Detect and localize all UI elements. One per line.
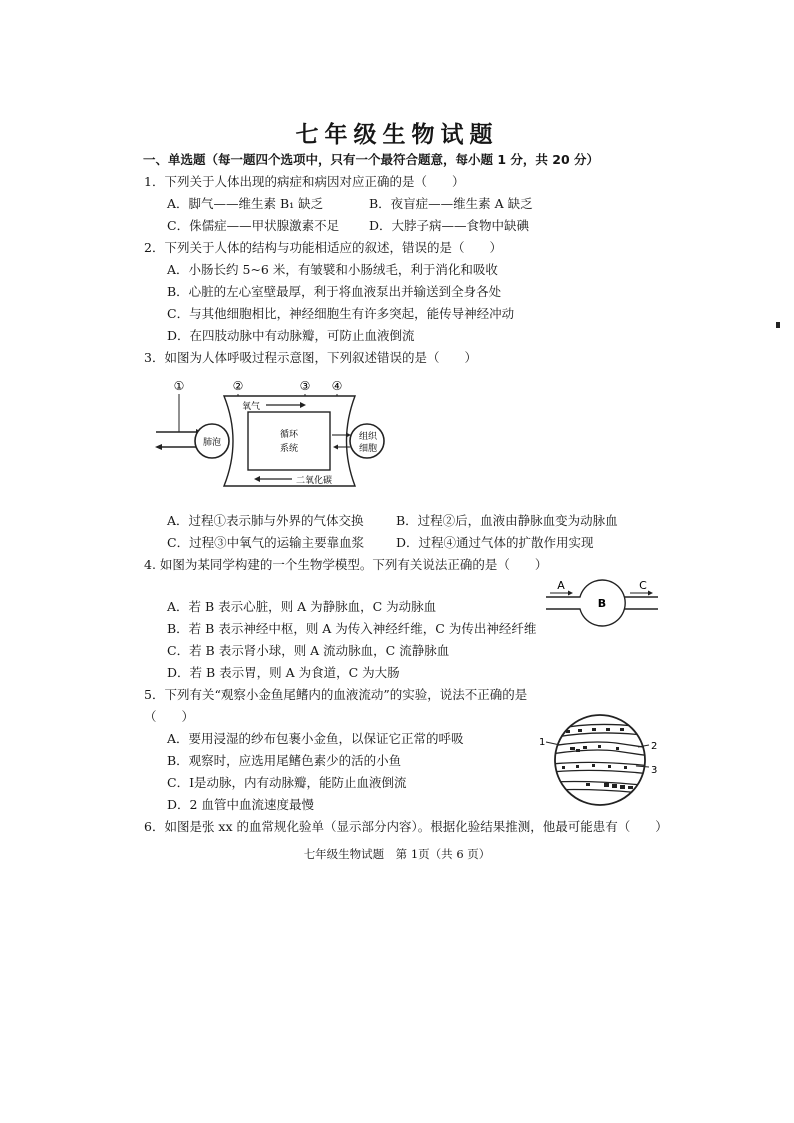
tissue-label-2: 细胞 [358,444,378,454]
model-label-b: B [597,597,607,610]
page-title: 七年级生物试题 [295,122,499,148]
vessel-label-3: 3 [651,765,658,776]
respiration-diagram [150,375,400,500]
q2-option-c: C．与其他细胞相比，神经细胞生有许多突起，能传导神经冲动 [167,306,515,321]
tissue-label-1: 组织 [358,432,378,442]
co2-label: 二氧化碳 [296,476,333,486]
circulation-label-2: 系统 [279,444,299,454]
marker-3: ③ [299,379,311,393]
q1-option-a: A．脚气——维生素 B₁ 缺乏 [167,196,324,211]
model-label-a: A [557,579,565,592]
q6-stem: 6．如图是张 xx 的血常规化验单（显示部分内容）。根据化验结果推测，他最可能患有（ ） [144,819,668,834]
q3-option-b: B．过程②后，血液由静脉血变为动脉血 [396,513,618,528]
oxygen-label: 氧气 [242,402,261,412]
section-heading: 一、单选题（每一题四个选项中，只有一个最符合题意，每小题 1 分，共 20 分） [143,152,600,167]
q2-option-a: A．小肠长约 5~6 米，有皱襞和小肠绒毛，利于消化和吸收 [167,262,498,277]
q2-stem: 2．下列关于人体的结构与功能相适应的叙述，错误的是（ ） [144,240,502,255]
q1-option-d: D．大脖子病——食物中缺碘 [369,218,530,233]
q4-option-b: B．若 B 表示神经中枢，则 A 为传入神经纤维，C 为传出神经纤维 [167,621,537,636]
q1-option-c: C．侏儒症——甲状腺激素不足 [167,218,340,233]
q4-option-a: A．若 B 表示心脏，则 A 为静脉血，C 为动脉血 [167,599,437,614]
model-diagram [544,578,660,628]
q4-option-d: D．若 B 表示胃，则 A 为食道，C 为大肠 [167,665,400,680]
marker-2: ② [232,379,244,393]
scan-mark [776,322,780,328]
vessel-label-1: 1 [539,737,546,748]
q3-option-a: A．过程①表示肺与外界的气体交换 [167,513,364,528]
q4-option-c: C．若 B 表示肾小球，则 A 流动脉血，C 流静脉血 [167,643,450,658]
q5-option-a: A．要用浸湿的纱布包裹小金鱼，以保证它正常的呼吸 [167,731,464,746]
q5-stem: 5．下列有关“观察小金鱼尾鳍内的血液流动”的实验，说法不正确的是 [144,687,528,702]
marker-4: ④ [331,379,343,393]
q5-stem-cont: （ ） [144,709,195,724]
model-label-c: C [639,579,647,592]
alveolus-label: 肺泡 [202,438,222,448]
marker-1: ① [173,379,185,393]
page-footer: 七年级生物试题 第 1页（共 6 页） [303,847,491,861]
q5-option-d: D．2 血管中血流速度最慢 [167,797,314,812]
q1-option-b: B．夜盲症——维生素 A 缺乏 [369,196,533,211]
q5-option-c: C．Ⅰ是动脉，内有动脉瓣，能防止血液倒流 [167,775,407,790]
q3-option-c: C．过程③中氧气的运输主要靠血浆 [167,535,365,550]
q1-stem: 1．下列关于人体出现的病症和病因对应正确的是（ ） [144,174,465,189]
q2-option-b: B．心脏的左心室壁最厚，利于将血液泵出并输送到全身各处 [167,284,502,299]
vessel-label-2: 2 [651,741,658,752]
circulation-label-1: 循环 [279,430,299,440]
q4-stem: 4. 如图为某同学构建的一个生物学模型。下列有关说法正确的是（ ） [144,557,548,572]
fish-tail-microscope-view [536,710,662,810]
q3-option-d: D．过程④通过气体的扩散作用实现 [396,535,594,550]
q2-option-d: D．在四肢动脉中有动脉瓣，可防止血液倒流 [167,328,415,343]
circulation-box [248,412,330,470]
q5-option-b: B．观察时，应选用尾鳍色素少的活的小鱼 [167,753,402,768]
q3-stem: 3．如图为人体呼吸过程示意图，下列叙述错误的是（ ） [144,350,477,365]
